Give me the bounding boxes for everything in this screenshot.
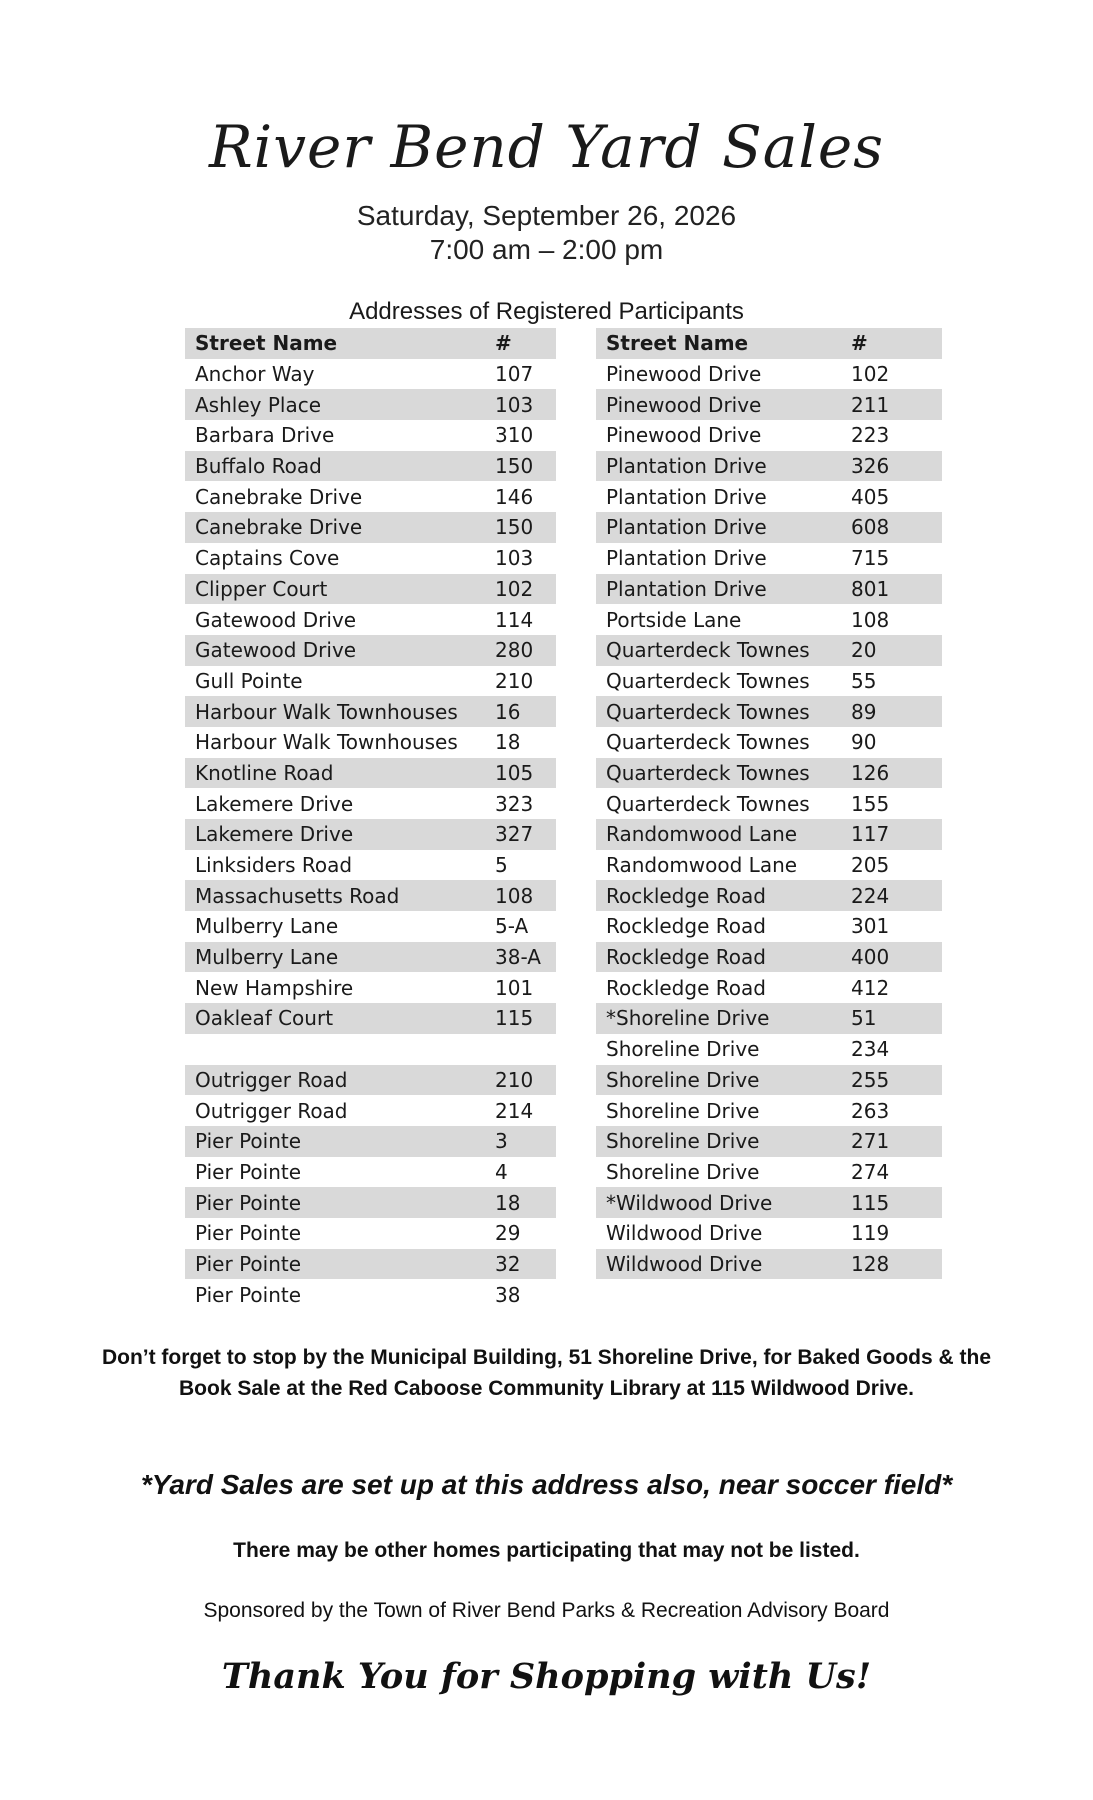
table-row: [596, 788, 942, 819]
table-row: [596, 574, 942, 605]
event-date: Saturday, September 26, 2026: [356, 200, 737, 231]
street-name-cell: Shoreline Drive: [606, 1037, 760, 1062]
house-number-cell: 103: [495, 546, 534, 571]
house-number-cell: 5-A: [495, 914, 529, 939]
house-number-cell: 90: [851, 730, 877, 755]
table-row: [596, 1095, 942, 1126]
house-number-cell: 412: [851, 975, 890, 1000]
table-row: [185, 819, 556, 850]
street-name-cell: Rockledge Road: [606, 914, 766, 939]
house-number-cell: 3: [495, 1129, 508, 1154]
house-number-cell: 115: [495, 1006, 534, 1031]
house-number-cell: 608: [851, 515, 890, 540]
table-row: [596, 1065, 942, 1096]
table-row: [596, 850, 942, 881]
table-header-row: [596, 328, 942, 359]
street-name-cell: Pier Pointe: [195, 1159, 302, 1184]
page-title: River Bend Yard Sales: [209, 113, 884, 181]
street-name-cell: Mulberry Lane: [195, 945, 339, 970]
table-row: [185, 850, 556, 881]
table-row: [596, 1003, 942, 1034]
house-number-cell: 214: [495, 1098, 534, 1123]
table-row: [185, 1065, 556, 1096]
house-number-cell: 128: [851, 1251, 890, 1276]
table-row: [185, 696, 556, 727]
table-row: [185, 1218, 556, 1249]
table-row: [185, 1279, 556, 1310]
table-row: [596, 481, 942, 512]
house-number-cell: 150: [495, 454, 534, 479]
other-homes-note: There may be other homes participating that may not be listed.: [233, 1539, 860, 1562]
street-name-cell: Plantation Drive: [606, 454, 767, 479]
house-number-cell: 801: [851, 576, 890, 601]
table-row: [185, 1034, 556, 1065]
street-name-cell: Outrigger Road: [195, 1067, 348, 1092]
street-name-cell: Pier Pointe: [195, 1129, 302, 1154]
column-header-number: #: [851, 331, 868, 356]
street-name-cell: Shoreline Drive: [606, 1159, 760, 1184]
table-row: [185, 758, 556, 789]
house-number-cell: 103: [495, 392, 534, 417]
table-row: [596, 758, 942, 789]
table-row: [185, 880, 556, 911]
street-name-cell: Lakemere Drive: [195, 822, 354, 847]
street-name-cell: Shoreline Drive: [606, 1098, 760, 1123]
street-name-cell: Massachusetts Road: [195, 883, 400, 908]
house-number-cell: 155: [851, 791, 890, 816]
house-number-cell: 5: [495, 853, 508, 878]
table-row: [185, 1126, 556, 1157]
table-row: [185, 1003, 556, 1034]
street-name-cell: Portside Lane: [606, 607, 742, 632]
street-name-cell: Lakemere Drive: [195, 791, 354, 816]
street-name-cell: Barbara Drive: [195, 423, 335, 448]
street-name-cell: Randomwood Lane: [606, 853, 798, 878]
column-header-street: Street Name: [195, 331, 338, 356]
table-row: [185, 451, 556, 482]
house-number-cell: 323: [495, 791, 534, 816]
street-name-cell: Plantation Drive: [606, 515, 767, 540]
street-name-cell: Gatewood Drive: [195, 638, 357, 663]
table-row: [596, 604, 942, 635]
house-number-cell: 210: [495, 1067, 534, 1092]
house-number-cell: 102: [495, 576, 534, 601]
table-row: [185, 911, 556, 942]
street-name-cell: Gatewood Drive: [195, 607, 357, 632]
table-row: [185, 727, 556, 758]
house-number-cell: 301: [851, 914, 890, 939]
house-number-cell: 327: [495, 822, 534, 847]
house-number-cell: 223: [851, 423, 890, 448]
house-number-cell: 108: [495, 883, 534, 908]
address-table-left: [185, 328, 556, 1310]
street-name-cell: Pier Pointe: [195, 1282, 302, 1307]
sponsor-note: Sponsored by the Town of River Bend Parks & Recreation Advisory Board: [203, 1599, 890, 1622]
house-number-cell: 326: [851, 454, 890, 479]
address-table-right: [596, 328, 942, 1279]
street-name-cell: Wildwood Drive: [606, 1221, 763, 1246]
house-number-cell: 310: [495, 423, 534, 448]
table-row: [185, 389, 556, 420]
house-number-cell: 224: [851, 883, 890, 908]
table-row: [185, 666, 556, 697]
table-row: [596, 1187, 942, 1218]
street-name-cell: *Wildwood Drive: [606, 1190, 773, 1215]
street-name-cell: Rockledge Road: [606, 945, 766, 970]
street-name-cell: Quarterdeck Townes: [606, 699, 810, 724]
house-number-cell: 16: [495, 699, 521, 724]
house-number-cell: 126: [851, 760, 890, 785]
house-number-cell: 117: [851, 822, 890, 847]
table-row: [596, 543, 942, 574]
street-name-cell: Anchor Way: [195, 362, 315, 387]
table-row: [596, 359, 942, 390]
table-row: [185, 972, 556, 1003]
street-name-cell: Linksiders Road: [195, 853, 353, 878]
table-row: [596, 819, 942, 850]
table-row: [596, 972, 942, 1003]
street-name-cell: Outrigger Road: [195, 1098, 348, 1123]
table-row: [596, 1034, 942, 1065]
house-number-cell: 20: [851, 638, 877, 663]
house-number-cell: 150: [495, 515, 534, 540]
table-header-row: [185, 328, 556, 359]
house-number-cell: 146: [495, 484, 534, 509]
house-number-cell: 89: [851, 699, 877, 724]
house-number-cell: 18: [495, 1190, 521, 1215]
table-row: [596, 880, 942, 911]
house-number-cell: 4: [495, 1159, 508, 1184]
street-name-cell: Canebrake Drive: [195, 484, 363, 509]
table-row: [596, 512, 942, 543]
house-number-cell: 29: [495, 1221, 521, 1246]
street-name-cell: Pinewood Drive: [606, 392, 762, 417]
house-number-cell: 405: [851, 484, 890, 509]
house-number-cell: 55: [851, 668, 877, 693]
street-name-cell: Pier Pointe: [195, 1221, 302, 1246]
table-caption: Addresses of Registered Participants: [349, 298, 744, 325]
street-name-cell: Wildwood Drive: [606, 1251, 763, 1276]
street-name-cell: Randomwood Lane: [606, 822, 798, 847]
street-name-cell: Harbour Walk Townhouses: [195, 699, 458, 724]
column-header-street: Street Name: [606, 331, 749, 356]
column-header-number: #: [495, 331, 512, 356]
table-row: [596, 911, 942, 942]
house-number-cell: 101: [495, 975, 534, 1000]
table-row: [185, 604, 556, 635]
street-name-cell: Ashley Place: [195, 392, 322, 417]
table-row: [185, 635, 556, 666]
street-name-cell: Rockledge Road: [606, 883, 766, 908]
house-number-cell: 715: [851, 546, 890, 571]
house-number-cell: 211: [851, 392, 890, 417]
house-number-cell: 105: [495, 760, 534, 785]
house-number-cell: 51: [851, 1006, 877, 1031]
street-name-cell: Captains Cove: [195, 546, 340, 571]
street-name-cell: Oakleaf Court: [195, 1006, 334, 1031]
street-name-cell: Shoreline Drive: [606, 1067, 760, 1092]
street-name-cell: Pier Pointe: [195, 1190, 302, 1215]
street-name-cell: Canebrake Drive: [195, 515, 363, 540]
table-row: [596, 389, 942, 420]
house-number-cell: 255: [851, 1067, 890, 1092]
table-row: [596, 696, 942, 727]
house-number-cell: 271: [851, 1129, 890, 1154]
house-number-cell: 234: [851, 1037, 890, 1062]
street-name-cell: Gull Pointe: [195, 668, 303, 693]
table-row: [185, 359, 556, 390]
table-row: [596, 1218, 942, 1249]
table-row: [596, 1126, 942, 1157]
house-number-cell: 210: [495, 668, 534, 693]
house-number-cell: 274: [851, 1159, 890, 1184]
house-number-cell: 280: [495, 638, 534, 663]
street-name-cell: Clipper Court: [195, 576, 328, 601]
municipal-note: Don’t forget to stop by the Municipal Building, 51 Shoreline Drive, for Baked Goods & the Book Sale at the Red Caboose Community Library at 115 Wildwood Drive.: [101, 1346, 992, 1400]
street-name-cell: Plantation Drive: [606, 484, 767, 509]
table-row: [185, 481, 556, 512]
street-name-cell: Pinewood Drive: [606, 362, 762, 387]
table-row: [185, 942, 556, 973]
street-name-cell: New Hampshire: [195, 975, 354, 1000]
house-number-cell: 32: [495, 1251, 521, 1276]
street-name-cell: Shoreline Drive: [606, 1129, 760, 1154]
house-number-cell: 102: [851, 362, 890, 387]
street-name-cell: Knotline Road: [195, 760, 334, 785]
house-number-cell: 38-A: [495, 945, 541, 970]
street-name-cell: Plantation Drive: [606, 546, 767, 571]
table-row: [185, 543, 556, 574]
table-row: [596, 942, 942, 973]
house-number-cell: 18: [495, 730, 521, 755]
street-name-cell: Plantation Drive: [606, 576, 767, 601]
house-number-cell: 38: [495, 1282, 521, 1307]
thank-you-message: Thank You for Shopping with Us!: [221, 1656, 872, 1697]
street-name-cell: Quarterdeck Townes: [606, 668, 810, 693]
asterisk-note: *Yard Sales are set up at this address also, near soccer field*: [140, 1469, 953, 1500]
table-row: [596, 420, 942, 451]
table-row: [596, 727, 942, 758]
house-number-cell: 119: [851, 1221, 890, 1246]
table-row: [185, 1249, 556, 1280]
street-name-cell: Mulberry Lane: [195, 914, 339, 939]
house-number-cell: 108: [851, 607, 890, 632]
table-row: [185, 420, 556, 451]
house-number-cell: 115: [851, 1190, 890, 1215]
house-number-cell: 107: [495, 362, 534, 387]
street-name-cell: *Shoreline Drive: [606, 1006, 770, 1031]
table-row: [596, 666, 942, 697]
house-number-cell: 400: [851, 945, 890, 970]
street-name-cell: Quarterdeck Townes: [606, 730, 810, 755]
street-name-cell: Pier Pointe: [195, 1251, 302, 1276]
table-row: [185, 788, 556, 819]
table-row: [596, 451, 942, 482]
table-row: [596, 1157, 942, 1188]
street-name-cell: Pinewood Drive: [606, 423, 762, 448]
event-time: 7:00 am – 2:00 pm: [429, 234, 664, 265]
table-row: [596, 635, 942, 666]
street-name-cell: Harbour Walk Townhouses: [195, 730, 458, 755]
table-row: [185, 574, 556, 605]
street-name-cell: Rockledge Road: [606, 975, 766, 1000]
table-row: [596, 1249, 942, 1280]
house-number-cell: 205: [851, 853, 890, 878]
table-row: [185, 1187, 556, 1218]
house-number-cell: 263: [851, 1098, 890, 1123]
house-number-cell: 114: [495, 607, 534, 632]
street-name-cell: Quarterdeck Townes: [606, 638, 810, 663]
street-name-cell: Quarterdeck Townes: [606, 791, 810, 816]
table-row: [185, 1095, 556, 1126]
table-row: [185, 1157, 556, 1188]
street-name-cell: Quarterdeck Townes: [606, 760, 810, 785]
table-row: [185, 512, 556, 543]
street-name-cell: Buffalo Road: [195, 454, 322, 479]
